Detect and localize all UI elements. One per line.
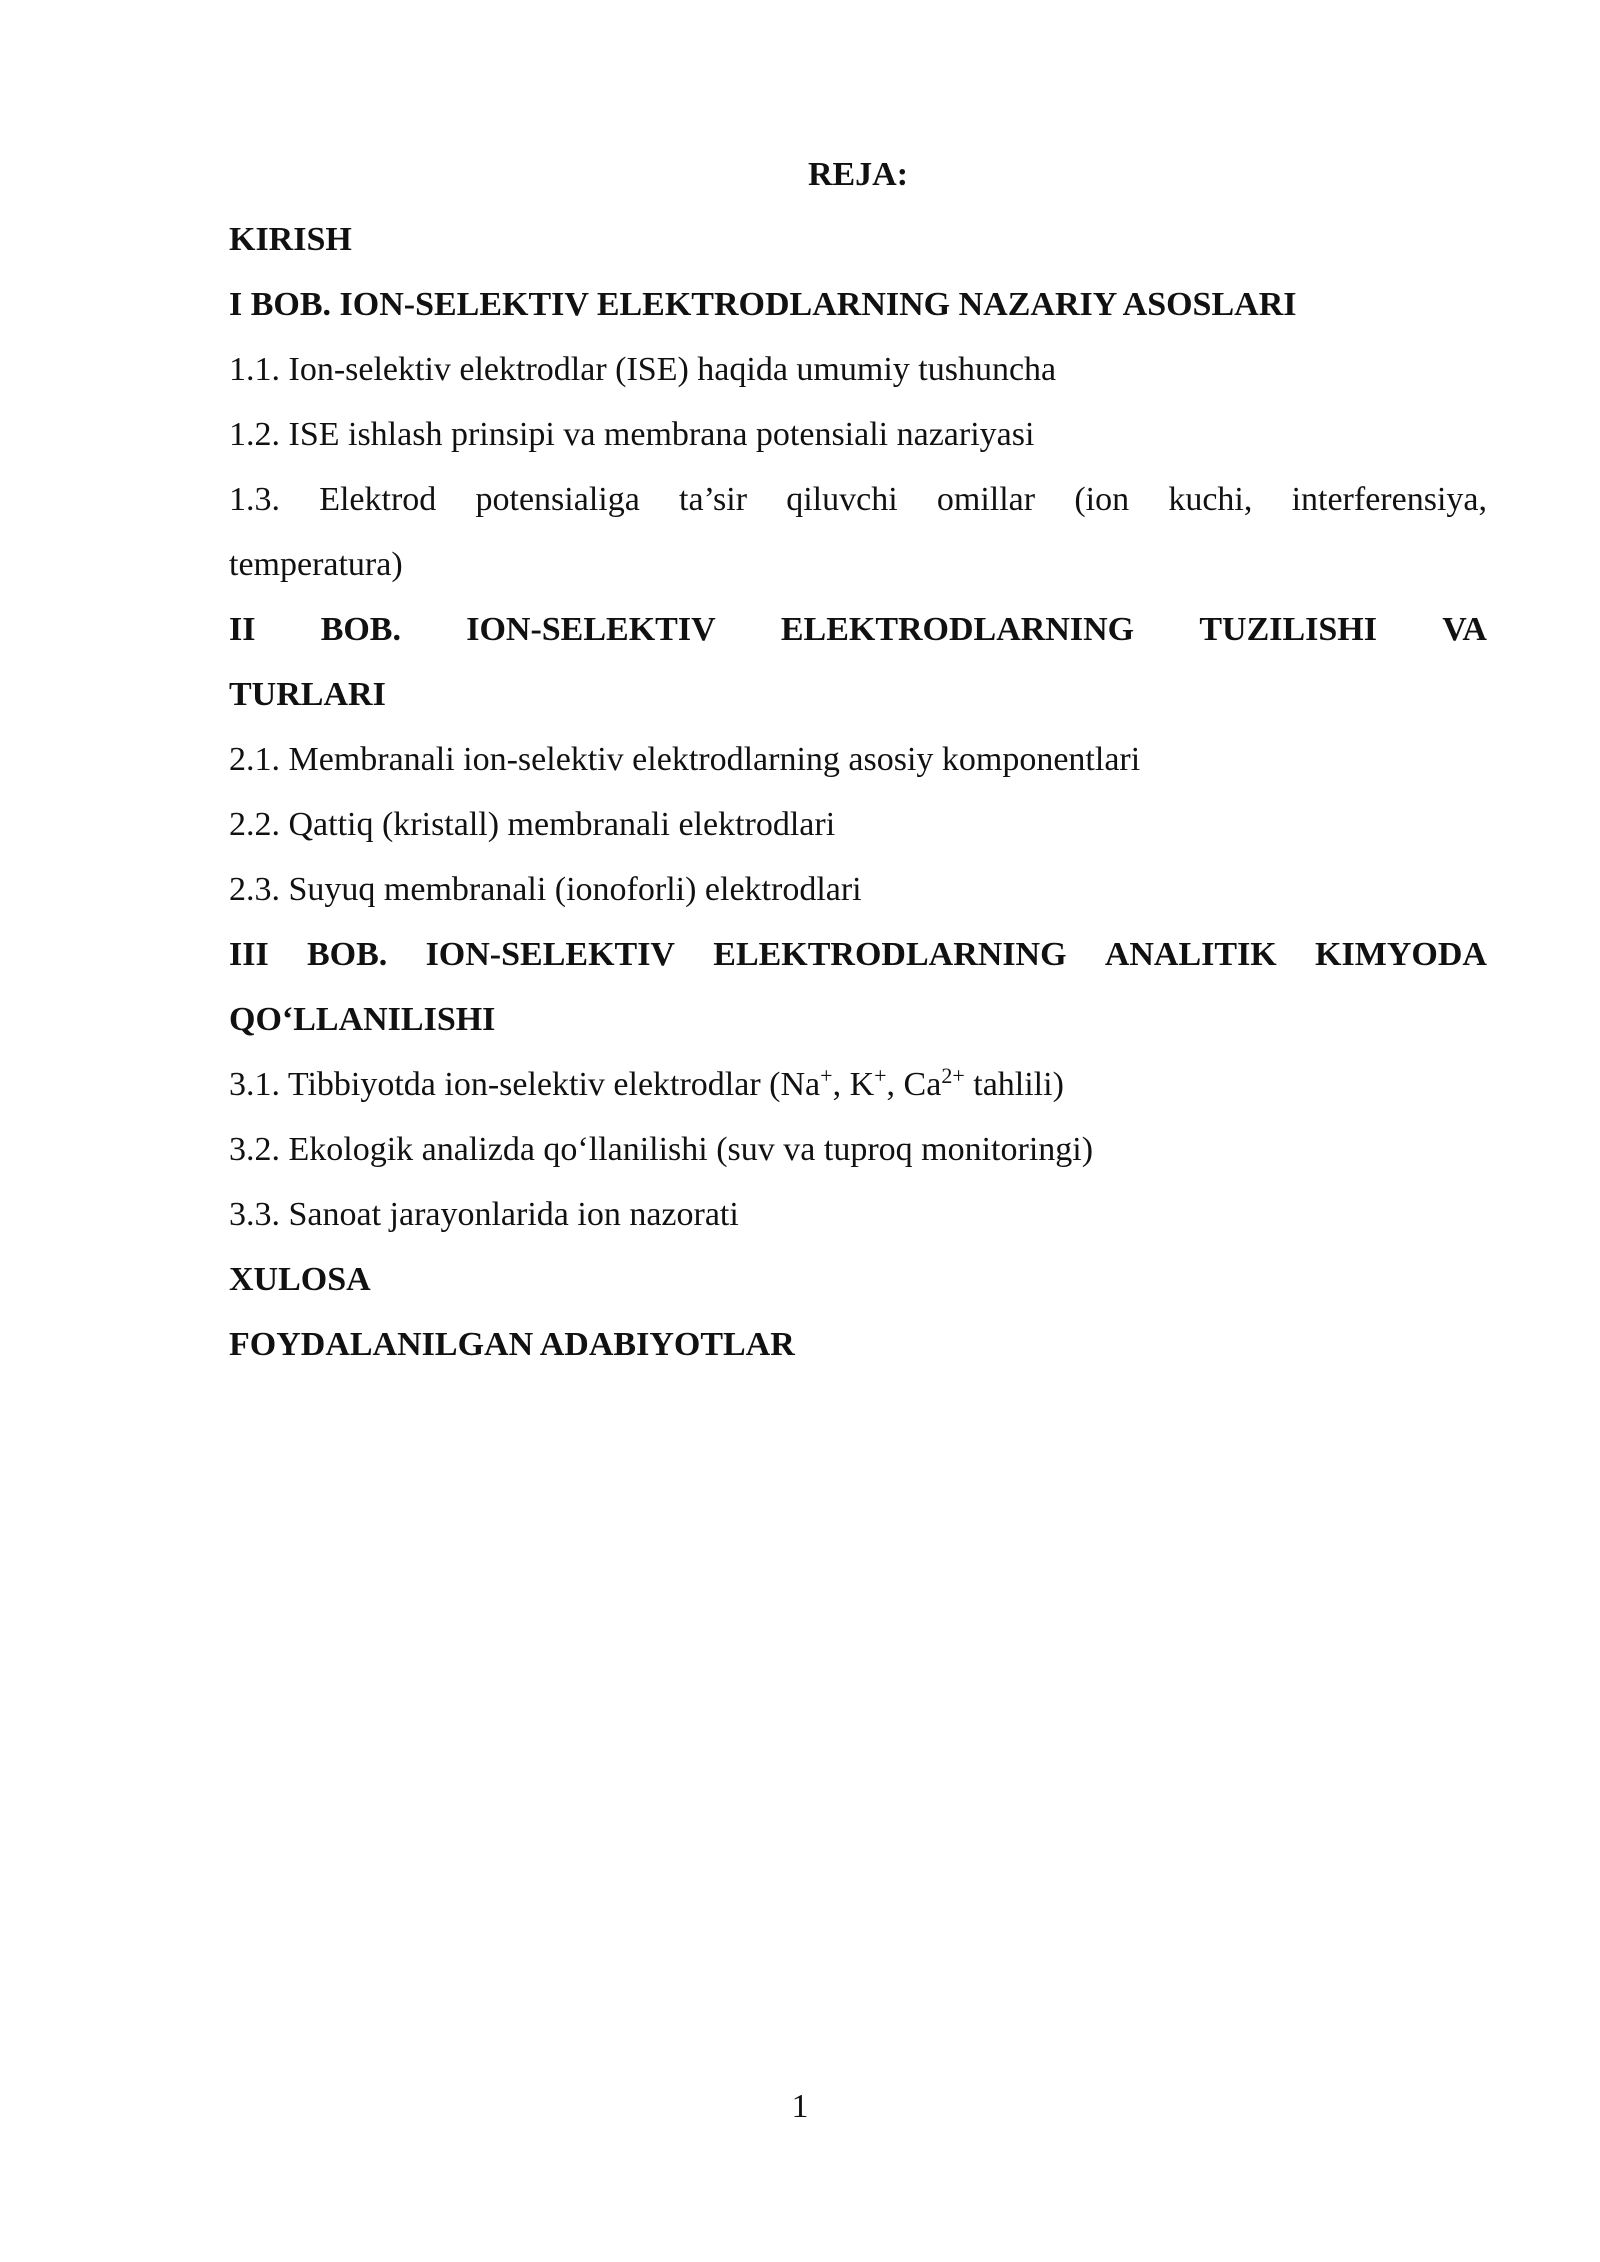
toc-word: BOB. [306,936,388,973]
toc-section-3-3: 3.3. Sanoat jarayonlarida ion nazorati [229,1196,739,1233]
toc-word: ELEKTRODLARNING [780,611,1135,648]
toc-word: BOB. [320,611,401,648]
toc-section-1-3 [229,467,1487,532]
toc-word: II [229,611,256,648]
toc-word: ION-SELEKTIV [425,936,675,973]
toc-text: , Ca [886,1066,942,1103]
toc-entry-xulosa: XULOSA [229,1261,371,1298]
toc-section-2-2: 2.2. Qattiq (kristall) membranali elektrodlari [229,806,836,843]
toc-word: interferensiya, [1291,481,1487,518]
toc-section-1-1: 1.1. Ion-selektiv elektrodlar (ISE) haqida umumiy tushuncha [229,351,1057,388]
toc-entry-references: FOYDALANILGAN ADABIYOTLAR [229,1326,795,1363]
page-number: 1 [791,2088,809,2125]
toc-word: 1.3. [229,481,280,518]
toc-entry-kirish: KIRISH [229,221,352,258]
superscript: 2+ [941,1063,965,1088]
toc-word: omillar [936,481,1036,518]
toc-word: Elektrod [319,481,437,518]
toc-section-3-1 [229,1052,1487,1117]
toc-chapter-2-continued: TURLARI [229,676,386,713]
toc-section-1-2: 1.2. ISE ishlash prinsipi va membrana potensiali nazariyasi [229,416,1035,453]
toc-word: qiluvchi [786,481,898,518]
toc-chapter-3-continued: QO‘LLANILISHI [229,1001,496,1038]
toc-word: VA [1442,611,1487,648]
toc-word: kuchi, [1168,481,1253,518]
toc-word: III [229,936,269,973]
page-title: REJA: [807,156,909,193]
superscript: + [820,1063,833,1088]
toc-text: , K [832,1066,875,1103]
toc-text: tahlili) [964,1066,1064,1103]
toc-section-1-3-continued: temperatura) [229,546,403,583]
toc-section-2-1: 2.1. Membranali ion-selektiv elektrodlarning asosiy komponentlari [229,741,1141,778]
table-of-contents [229,142,1487,1377]
toc-word: potensialiga [475,481,640,518]
toc-word: ta’sir [679,481,748,518]
toc-chapter-2 [229,597,1487,662]
toc-text: 3.1. Tibbiyotda ion-selektiv elektrodlar (Na [229,1066,821,1103]
toc-word: (ion [1074,481,1130,518]
toc-word: ION-SELEKTIV [466,611,716,648]
toc-section-3-2: 3.2. Ekologik analizda qo‘llanilishi (suv va tuproq monitoringi) [229,1131,1094,1168]
toc-word: TUZILISHI [1199,611,1377,648]
toc-section-2-3: 2.3. Suyuq membranali (ionoforli) elektrodlari [229,871,862,908]
superscript: + [874,1063,887,1088]
toc-chapter-1: I BOB. ION-SELEKTIV ELEKTRODLARNING NAZARIY ASOSLARI [229,286,1297,323]
toc-chapter-3 [229,922,1487,987]
toc-word: KIMYODA [1315,936,1487,973]
toc-word: ANALITIK [1104,936,1277,973]
toc-word: ELEKTRODLARNING [713,936,1067,973]
